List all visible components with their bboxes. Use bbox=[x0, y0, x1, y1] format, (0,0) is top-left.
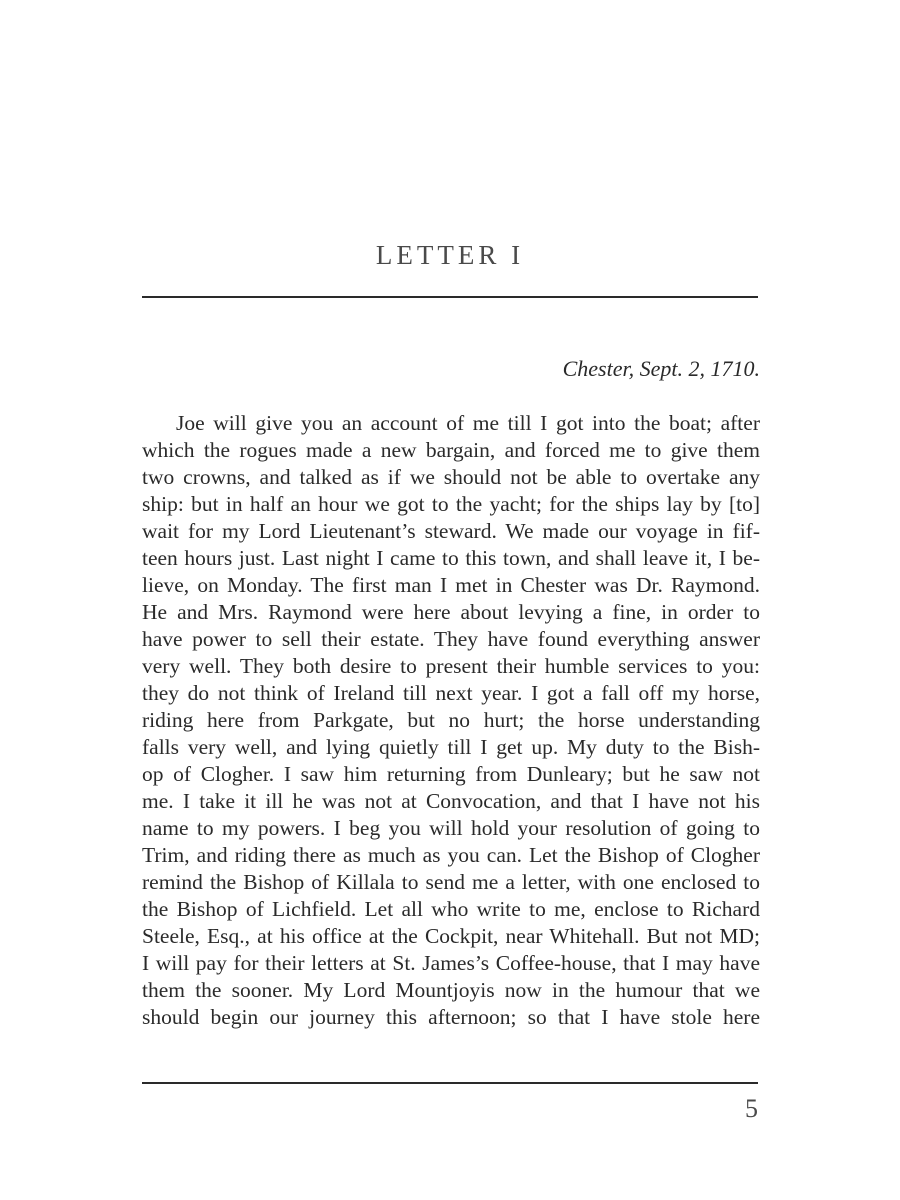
text-line: remind the Bishop of Killala to send me a letter, with one enclosed to bbox=[142, 870, 760, 894]
text-line: me. I take it ill he was not at Convocation, and that I have not his bbox=[142, 789, 760, 813]
text-line: wait for my Lord Lieutenant’s steward. We made our voyage in fif- bbox=[142, 519, 760, 543]
chapter-title: LETTER I bbox=[375, 240, 525, 270]
text-line: them the sooner. My Lord Mountjoyis now in the humour that we bbox=[142, 978, 760, 1002]
text-line: He and Mrs. Raymond were here about levying a fine, in order to bbox=[142, 600, 760, 624]
text-line: lieve, on Monday. The first man I met in Chester was Dr. Raymond. bbox=[142, 573, 760, 597]
text-line: the Bishop of Lichfield. Let all who write to me, enclose to Richard bbox=[142, 897, 760, 921]
text-line: very well. They both desire to present their humble services to you: bbox=[142, 654, 760, 678]
letter-dateline: Chester, Sept. 2, 1710. bbox=[562, 356, 760, 381]
text-line: should begin our journey this afternoon; so that I have stole here bbox=[142, 1005, 760, 1029]
page-number: 5 bbox=[745, 1094, 758, 1123]
text-line: riding here from Parkgate, but no hurt; the horse understanding bbox=[142, 708, 760, 732]
text-line: two crowns, and talked as if we should not be able to overtake any bbox=[142, 465, 760, 489]
bottom-rule bbox=[142, 1082, 758, 1084]
text-line: have power to sell their estate. They have found everything answer bbox=[142, 627, 760, 651]
text-line: Steele, Esq., at his office at the Cockpit, near Whitehall. But not MD; bbox=[142, 924, 760, 948]
letter-body bbox=[142, 410, 760, 1031]
text-line: op of Clogher. I saw him returning from Dunleary; but he saw not bbox=[142, 762, 760, 786]
text-line: which the rogues made a new bargain, and forced me to give them bbox=[142, 438, 760, 462]
text-line: falls very well, and lying quietly till I get up. My duty to the Bish- bbox=[142, 735, 760, 759]
text-line: Joe will give you an account of me till I got into the boat; after bbox=[176, 411, 760, 435]
text-line: Trim, and riding there as much as you can. Let the Bishop of Clogher bbox=[142, 843, 760, 867]
text-line: I will pay for their letters at St. James’s Coffee-house, that I may have bbox=[142, 951, 760, 975]
text-line: they do not think of Ireland till next year. I got a fall off my horse, bbox=[142, 681, 760, 705]
text-line: name to my powers. I beg you will hold your resolution of going to bbox=[142, 816, 760, 840]
text-line: teen hours just. Last night I came to this town, and shall leave it, I be- bbox=[142, 546, 760, 570]
text-line: ship: but in half an hour we got to the yacht; for the ships lay by [to] bbox=[142, 492, 760, 516]
top-rule bbox=[142, 296, 758, 298]
